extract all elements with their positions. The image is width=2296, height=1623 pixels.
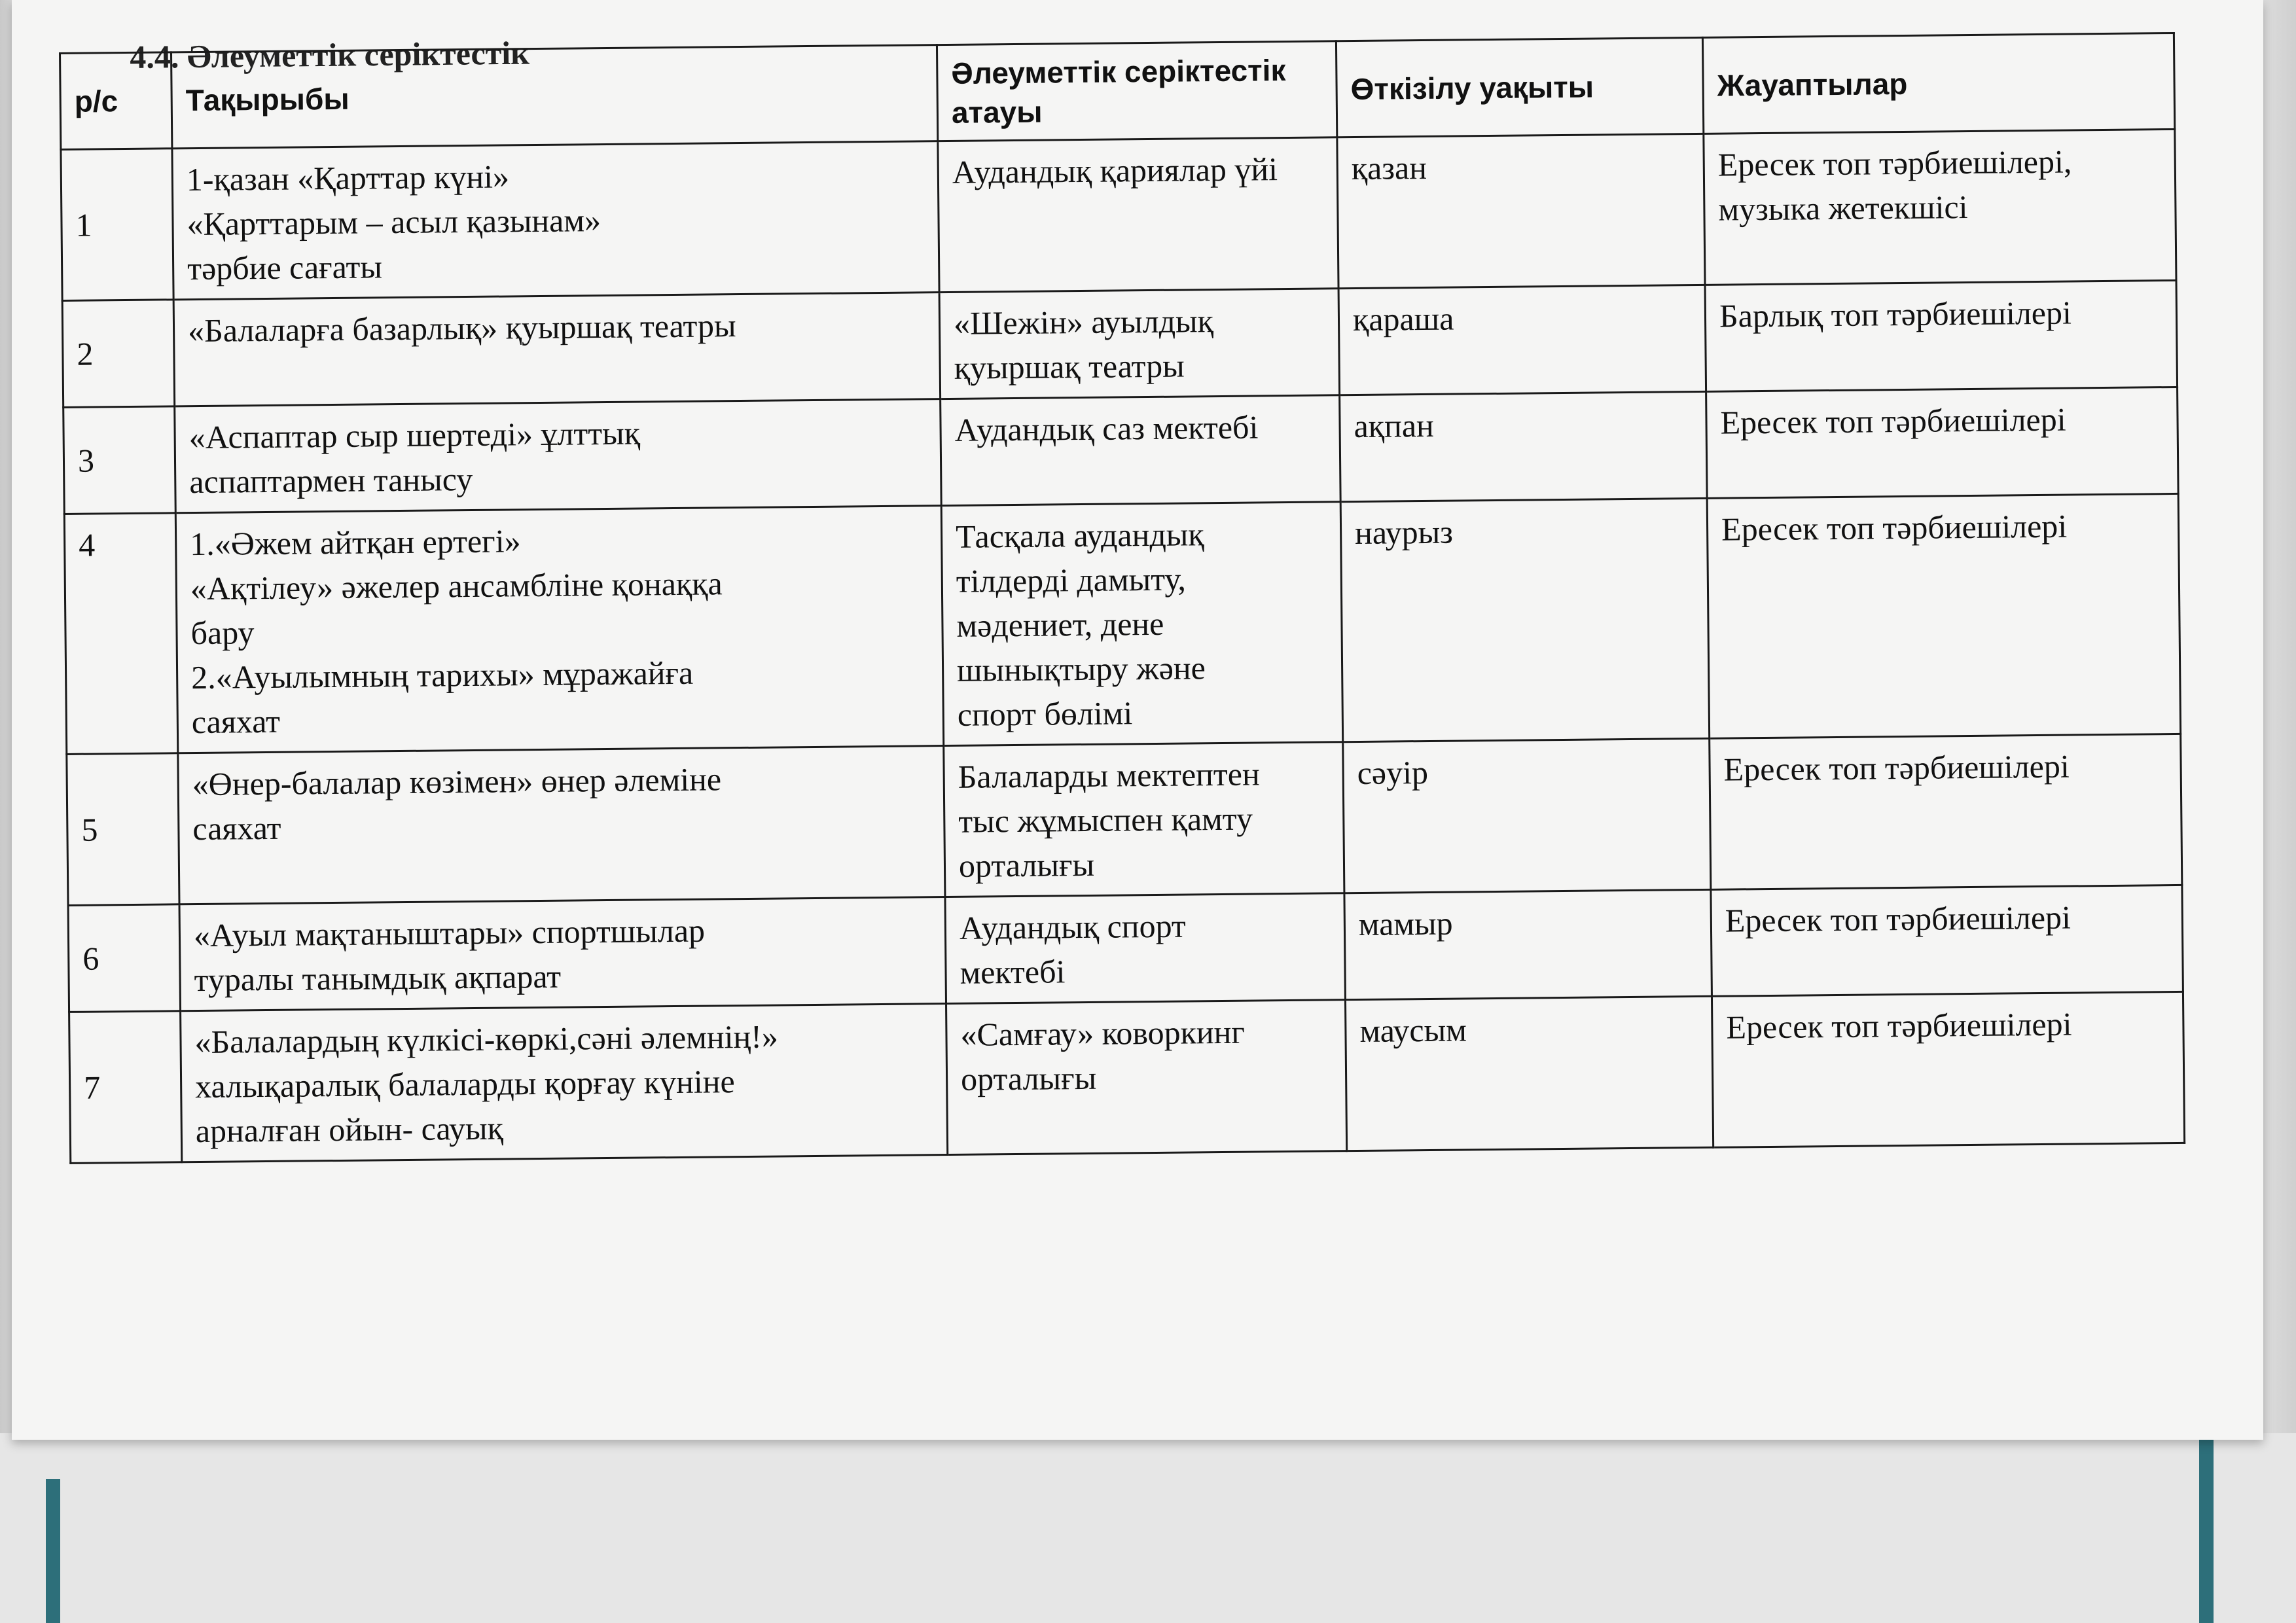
row-number: 4 (64, 513, 178, 755)
row-number: 6 (68, 904, 181, 1012)
header-num: р/с (60, 52, 172, 150)
topic-line: тәрбие сағаты (187, 248, 383, 287)
responsible-line: Ересек топ тәрбиешілері (1725, 899, 2072, 939)
partner-line: тыс жұмыспен қамту (958, 800, 1253, 840)
table-row (61, 129, 2176, 300)
table-row (68, 885, 2183, 1012)
topic-line: 2.«Ауылымның тарихы» мұражайға (190, 654, 694, 696)
row-responsible (1704, 129, 2176, 285)
topic-line: «Ақтілеу» әжелер ансамбліне қонаққа (190, 565, 723, 607)
row-topic (181, 1004, 948, 1162)
header-topic: Тақырыбы (171, 45, 938, 149)
topic-line: «Қарттарым – асыл қазынам» (187, 202, 601, 243)
topic-line: аспаптармен танысу (189, 460, 473, 501)
row-time: қараша (1338, 285, 1706, 395)
row-topic (175, 506, 943, 753)
partner-line: Аудандық саз мектебі (954, 408, 1259, 448)
header-responsible: Жауаптылар (1702, 33, 2174, 134)
header-time: Өткізілу уақыты (1336, 37, 1703, 137)
row-responsible (1706, 387, 2179, 498)
row-time: ақпан (1340, 391, 1708, 501)
row-partner (944, 742, 1344, 897)
partner-line: «Самғау» коворкинг (960, 1013, 1246, 1053)
partner-line: Аудандық қариялар үйі (952, 151, 1278, 190)
topic-line: «Ауыл мақтаныштары» спортшылар (193, 912, 706, 954)
topic-line: бару (190, 614, 255, 652)
row-responsible (1705, 280, 2178, 391)
section-title: 4.4. Әлеуметтік серіктестік (130, 34, 530, 75)
row-topic (178, 746, 945, 904)
topic-line: арналған ойын- сауық (195, 1109, 504, 1150)
responsible-line: Ересек топ тәрбиешілері (1726, 1005, 2072, 1046)
partner-line: Балаларды мектептен (958, 755, 1260, 795)
partner-line: қуыршақ театры (954, 347, 1185, 386)
row-time: мамыр (1344, 889, 1712, 999)
row-partner (938, 137, 1338, 293)
row-time: наурыз (1340, 498, 1709, 741)
row-time: маусым (1345, 996, 1713, 1150)
topic-line: халықаралық балаларды қорғау күніне (194, 1063, 735, 1105)
partner-line: орталығы (960, 1059, 1097, 1097)
row-number: 3 (63, 406, 176, 514)
row-responsible (1712, 991, 2184, 1147)
row-responsible (1710, 734, 2182, 889)
topic-line: 1-қазан «Қарттар күні» (186, 158, 510, 198)
table-row (63, 387, 2178, 514)
partner-line: спорт бөлімі (957, 694, 1133, 733)
partner-line: орталығы (958, 846, 1095, 884)
partner-line: тілдерді дамыту, (956, 560, 1187, 599)
partner-line: мәдениет, дене (956, 605, 1164, 644)
row-responsible (1711, 885, 2183, 996)
cover-edge-left (46, 1479, 60, 1623)
row-partner (939, 289, 1340, 399)
topic-line: саяхат (191, 702, 281, 741)
responsible-line: Ересек топ тәрбиешілері (1720, 401, 2066, 441)
topic-line: «Балалардың күлкісі-көркі,сәні әлемнің!» (194, 1018, 779, 1061)
row-number: 1 (61, 149, 173, 301)
row-responsible (1707, 493, 2180, 738)
row-topic (172, 141, 939, 300)
responsible-line: Барлық топ тәрбиешілері (1719, 294, 2072, 334)
partnership-table (59, 32, 2185, 1164)
row-time: сәуір (1343, 738, 1711, 893)
row-topic (173, 293, 941, 406)
row-topic (175, 399, 942, 513)
topic-line: туралы танымдық ақпарат (194, 957, 562, 999)
partner-line: шынықтыру және (956, 649, 1206, 688)
row-number: 2 (62, 300, 175, 408)
document-page (12, 0, 2263, 1440)
responsible-line: Ересек топ тәрбиешілері (1723, 747, 2070, 788)
row-partner (946, 1000, 1347, 1155)
topic-line: 1.«Әжем айтқан ертегі» (189, 522, 521, 563)
table-row (64, 493, 2180, 754)
responsible-line: Ересек топ тәрбиешілері, (1717, 143, 2072, 183)
topic-line: «Аспаптар сыр шертеді» ұлттық (188, 414, 641, 456)
table-row (69, 991, 2185, 1163)
topic-line: «Балаларға базарлық» қуыршақ театры (187, 307, 736, 349)
topic-line: саяхат (192, 809, 281, 847)
partner-line: Тасқала аудандық (955, 516, 1204, 555)
row-time: қазан (1337, 134, 1705, 288)
row-partner (945, 893, 1346, 1004)
row-number: 5 (67, 753, 179, 906)
cover-edge-right (2199, 1440, 2214, 1623)
header-partner: Әлеуметтік серіктестік атауы (937, 41, 1336, 141)
topic-line: «Өнер-балалар көзімен» өнер әлеміне (192, 760, 722, 803)
partnership-table-wrapper (59, 32, 2183, 1164)
table-row (62, 280, 2177, 407)
partner-line: «Шежін» ауылдық (953, 302, 1214, 342)
table-row (67, 734, 2182, 905)
responsible-line: музыка жетекшісі (1718, 188, 1968, 228)
row-partner (941, 502, 1342, 746)
row-number: 7 (69, 1011, 182, 1164)
partner-line: мектебі (960, 953, 1066, 991)
responsible-line: Ересек топ тәрбиешілері (1721, 507, 2068, 548)
row-topic (179, 897, 946, 1011)
partner-line: Аудандық спорт (959, 907, 1186, 946)
page-bottom-strip (0, 1433, 2296, 1623)
row-partner (941, 395, 1341, 506)
